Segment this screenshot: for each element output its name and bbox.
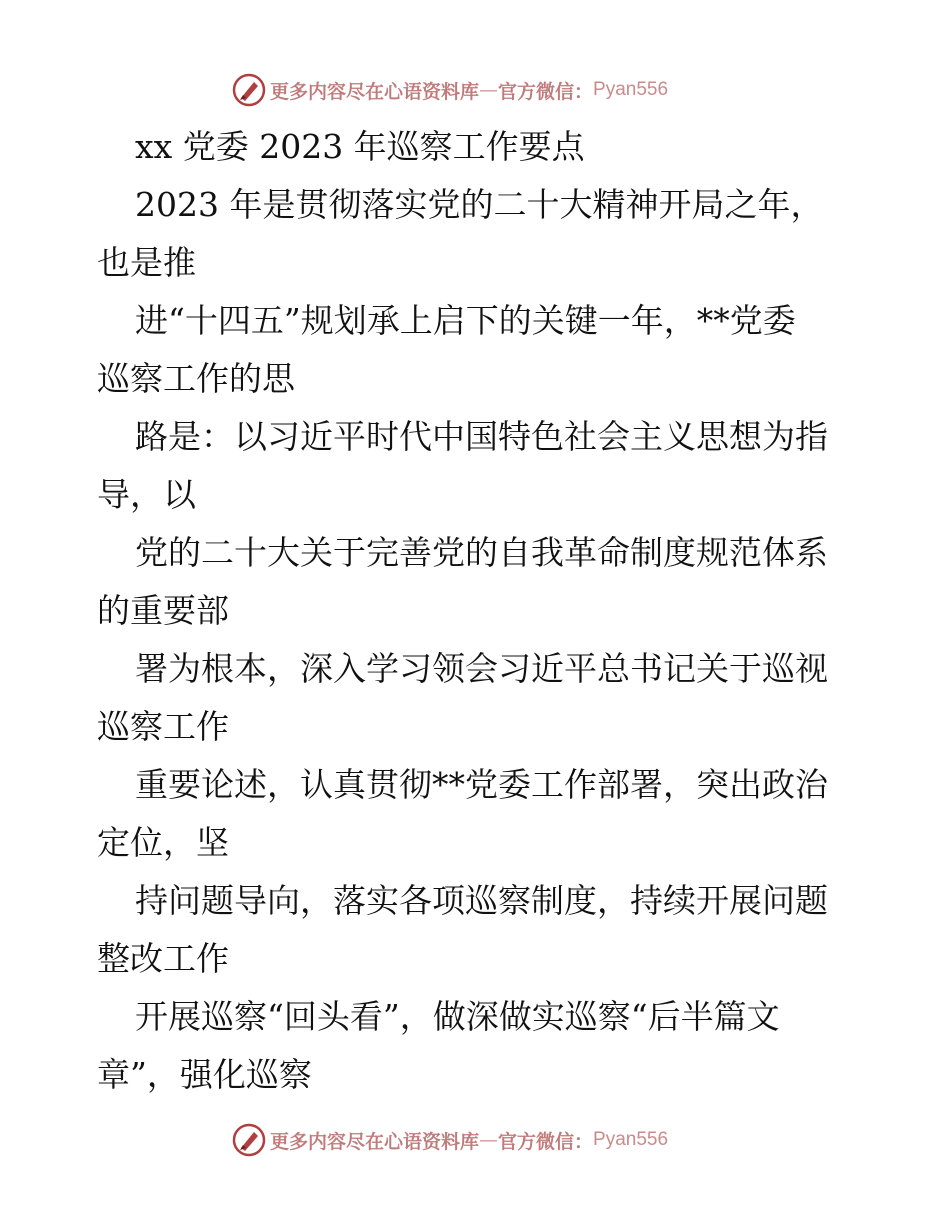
watermark-wechat-id: Pyan556 — [593, 79, 669, 100]
watermark-separator: — — [479, 79, 499, 101]
watermark-banner-bottom — [232, 1120, 668, 1160]
body-line: 的重要部 — [97, 591, 229, 630]
body-line: 署为根本，深入学习领会习近平总书记关于巡视 — [135, 649, 828, 688]
body-line: 进“十四五”规划承上启下的关键一年，**党委 — [135, 301, 796, 340]
body-line: 巡察工作 — [97, 707, 229, 746]
body-line: 开展巡察“回头看”，做深做实巡察“后半篇文 — [135, 997, 780, 1036]
body-line: 导，以 — [97, 475, 196, 514]
body-line: 定位，坚 — [97, 823, 229, 862]
watermark-banner-top — [232, 70, 668, 110]
watermark-wechat-label: 官方微信： — [498, 1130, 594, 1153]
body-line: 2023 年是贯彻落实党的二十大精神开局之年， — [135, 185, 824, 224]
document-body — [97, 118, 857, 1104]
body-line: 持问题导向，落实各项巡察制度，持续开展问题 — [135, 881, 828, 920]
document-title: xx 党委 2023 年巡察工作要点 — [135, 127, 585, 166]
watermark-site-text: 更多内容尽在心语资料库 — [270, 80, 480, 103]
body-line: 重要论述，认真贯彻**党委工作部署，突出政治 — [135, 765, 828, 804]
pen-logo-icon — [232, 73, 266, 107]
body-line: 路是：以习近平时代中国特色社会主义思想为指 — [135, 417, 828, 456]
watermark-wechat-label: 官方微信： — [498, 80, 594, 103]
body-line: 章”，强化巡察 — [97, 1055, 312, 1094]
body-line: 整改工作 — [97, 939, 229, 978]
pen-logo-icon — [232, 1123, 266, 1157]
watermark-site-text: 更多内容尽在心语资料库 — [270, 1130, 480, 1153]
watermark-separator: — — [479, 1129, 499, 1151]
body-line: 党的二十大关于完善党的自我革命制度规范体系 — [135, 533, 828, 572]
watermark-wechat-id: Pyan556 — [593, 1129, 669, 1150]
body-line: 也是推 — [97, 243, 196, 282]
body-line: 巡察工作的思 — [97, 359, 295, 398]
